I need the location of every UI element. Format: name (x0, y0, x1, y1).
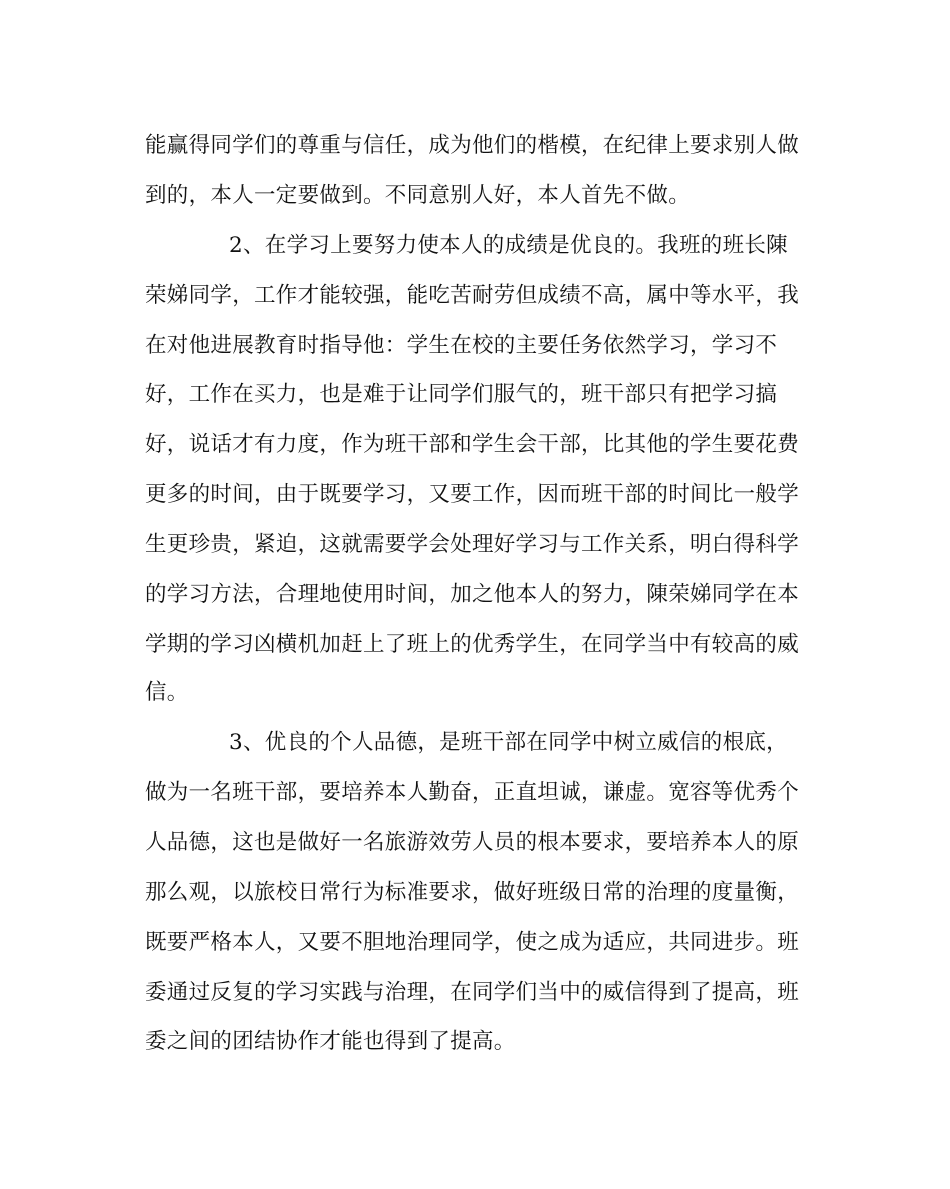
text-line: 更多的时间，由于既要学习，又要工作，因而班干部的时间比一般学 (145, 482, 800, 507)
text-line: 好，工作在买力，也是难于让同学们服气的，班干部只有把学习搞 (145, 382, 778, 407)
text-line: 学期的学习凶横机加赶上了班上的优秀学生，在同学当中有较高的威 (145, 632, 800, 657)
text-line: 那么观，以旅校日常行为标准要求，做好班级日常的治理的度量衡， (145, 880, 800, 905)
text-line: 委之间的团结协作才能也得到了提高。 (145, 1029, 516, 1054)
paragraph-2-first-line: 2、在学习上要努力使本人的成绩是优良的。我班的班长陳 (229, 233, 788, 258)
text-line: 荣娣同学，工作才能较强，能吃苦耐劳但成绩不高，属中等水平，我 (145, 283, 800, 308)
text-line: 委通过反复的学习实践与治理，在同学们当中的威信得到了提高，班 (145, 980, 800, 1005)
text-line: 能赢得同学们的尊重与信任，成为他们的楷模，在纪律上要求别人做 (145, 133, 800, 158)
paragraph-3-first-line: 3、优良的个人品德，是班干部在同学中树立威信的根底， (229, 730, 788, 755)
text-line: 在对他进展教育时指导他：学生在校的主要任务依然学习，学习不 (145, 333, 778, 358)
text-line: 好，说话才有力度，作为班干部和学生会干部，比其他的学生要花费 (145, 432, 800, 457)
text-line: 既要严格本人，又要不胆地治理同学，使之成为适应，共同进步。班 (145, 930, 800, 955)
text-line: 生更珍贵，紧迫，这就需要学会处理好学习与工作关系，明白得科学 (145, 532, 800, 557)
text-line: 做为一名班干部，要培养本人勤奋，正直坦诚，谦虚。宽容等优秀个 (145, 780, 800, 805)
text-line: 人品德，这也是做好一名旅游效劳人员的根本要求，要培养本人的原 (145, 830, 800, 855)
text-line: 到的，本人一定要做到。不同意别人好，本人首先不做。 (145, 183, 691, 208)
text-line: 的学习方法，合理地使用时间，加之他本人的努力，陳荣娣同学在本 (145, 582, 800, 607)
text-line: 信。 (145, 680, 189, 705)
